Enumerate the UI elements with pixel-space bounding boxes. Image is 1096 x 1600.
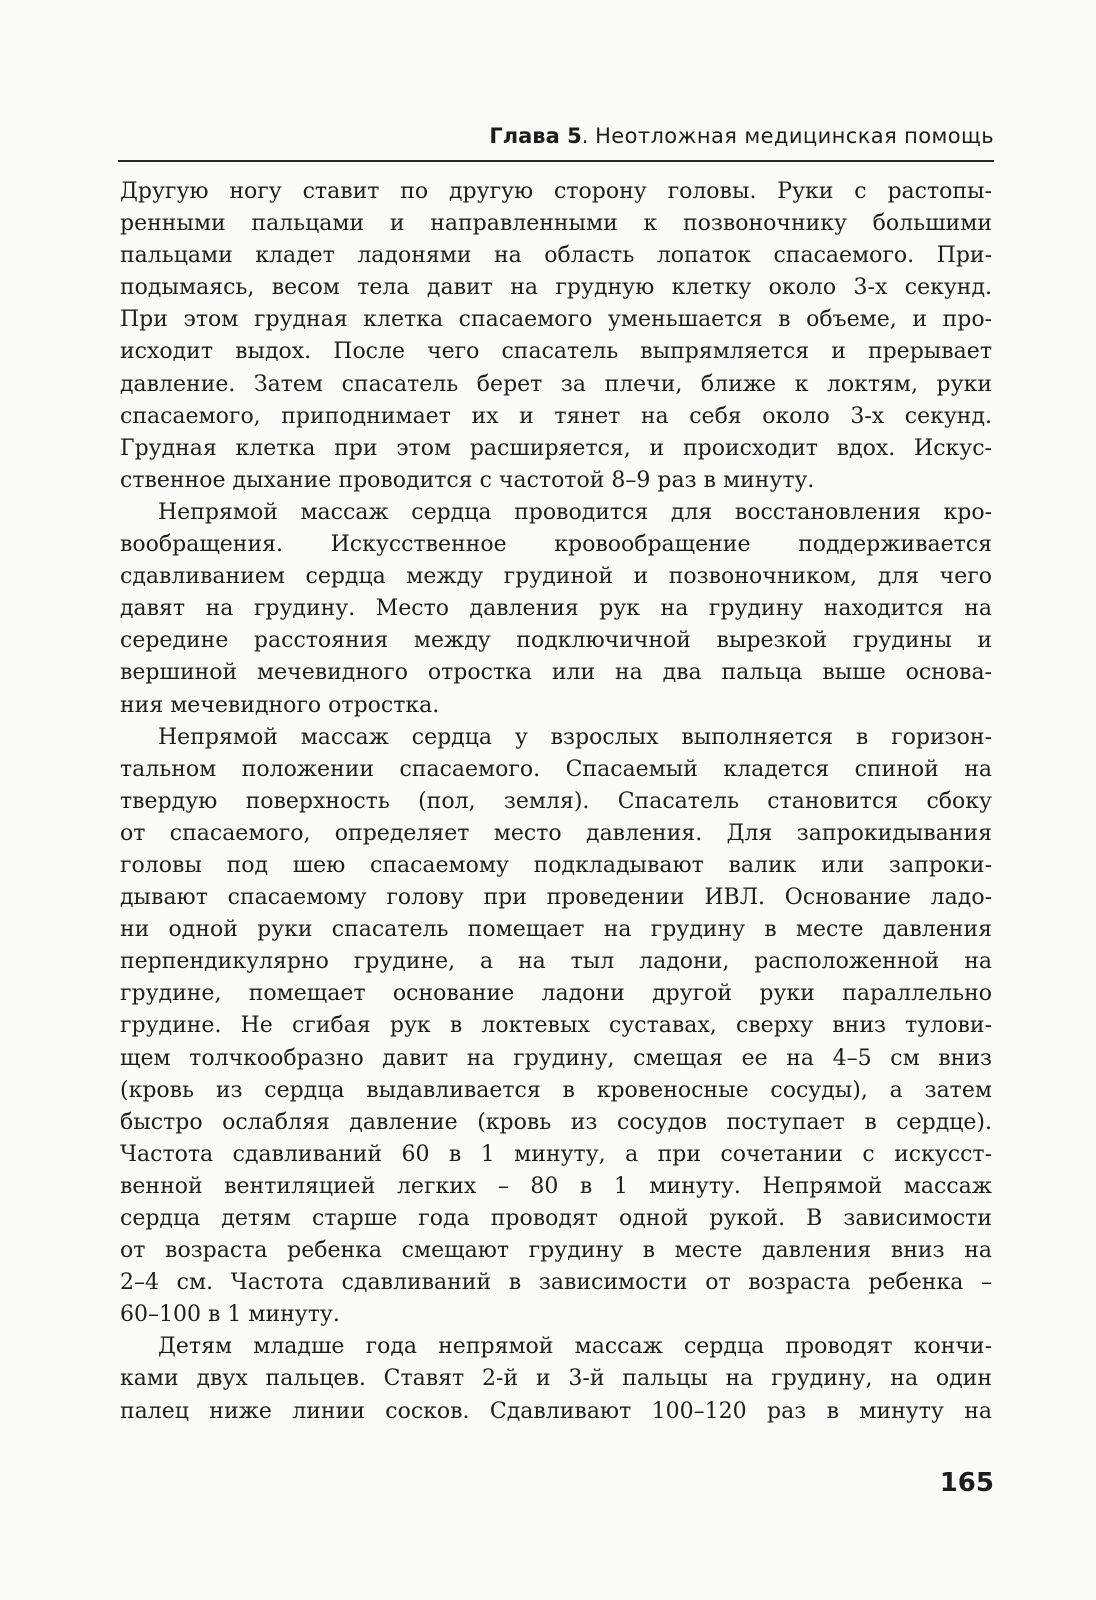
- text-line: давят на грудину. Место давления рук на грудину находится на: [120, 596, 992, 622]
- chapter-title: Неотложная медицинская помощь: [595, 124, 994, 148]
- text-line: ренными пальцами и направленными к позвоночнику большими: [120, 211, 992, 237]
- header-separator: .: [581, 124, 589, 148]
- text-line: (кровь из сердца выдавливается в кровеносные сосуды), а затем: [120, 1077, 992, 1103]
- chapter-label: Глава 5: [489, 124, 582, 148]
- text-line: головы под шею спасаемому подкладывают валик или запроки-: [120, 852, 992, 878]
- text-line: ками двух пальцев. Ставят 2-й и 3-й пальцы на грудину, на один: [120, 1366, 992, 1392]
- text-line: быстро ослабляя давление (кровь из сосудов поступает в сердце).: [120, 1109, 992, 1135]
- text-line: пальцами кладет ладонями на область лопаток спасаемого. При-: [120, 243, 992, 269]
- text-line: грудине, помещает основание ладони другой руки параллельно: [120, 981, 992, 1007]
- text-line: от возраста ребенка смещают грудину в месте давления вниз на: [120, 1238, 992, 1264]
- text-line: ния мечевидного отростка.: [120, 692, 440, 718]
- text-line: ственное дыхание проводится с частотой 8–9 раз в минуту.: [120, 467, 815, 493]
- text-line: сдавливанием сердца между грудиной и позвоночником, для чего: [120, 564, 992, 590]
- text-line: давление. Затем спасатель берет за плечи, ближе к локтям, руки: [120, 371, 992, 397]
- text-line: от спасаемого, определяет место давления. Для запрокидывания: [120, 820, 992, 846]
- text-line: тальном положении спасаемого. Спасаемый кладется спиной на: [120, 756, 992, 782]
- text-line: спасаемого, приподнимает их и тянет на себя около 3-х секунд.: [120, 403, 992, 429]
- text-line: Детям младше года непрямой массаж сердца проводят кончи-: [158, 1334, 992, 1360]
- page-body: [120, 176, 992, 1428]
- text-line: Непрямой массаж сердца у взрослых выполняется в горизон-: [158, 724, 992, 750]
- text-line: вершиной мечевидного отростка или на два пальца выше основа-: [120, 660, 992, 686]
- text-line: вообращения. Искусственное кровообращение поддерживается: [120, 532, 992, 558]
- running-header: [118, 122, 994, 150]
- text-line: 2–4 см. Частота сдавливаний в зависимости от возраста ребенка –: [120, 1270, 992, 1296]
- text-line: Другую ногу ставит по другую сторону головы. Руки с растопы-: [120, 179, 992, 204]
- text-line: твердую поверхность (пол, земля). Спасатель становится сбоку: [120, 788, 992, 814]
- text-line: палец ниже линии сосков. Сдавливают 100–120 раз в минуту на: [120, 1398, 992, 1424]
- page-number: 165: [939, 1468, 994, 1498]
- text-line: дывают спасаемому голову при проведении ИВЛ. Основание ладо-: [120, 885, 992, 911]
- text-line: грудине. Не сгибая рук в локтевых суставах, сверху вниз тулови-: [120, 1013, 992, 1039]
- text-line: щем толчкообразно давит на грудину, смещая ее на 4–5 см вниз: [120, 1045, 992, 1071]
- text-line: ни одной руки спасатель помещает на грудину в месте давления: [120, 917, 992, 943]
- header-rule: [118, 160, 994, 162]
- text-line: исходит выдох. После чего спасатель выпрямляется и прерывает: [120, 339, 992, 365]
- text-line: венной вентиляцией легких – 80 в 1 минуту. Непрямой массаж: [120, 1173, 992, 1199]
- text-line: При этом грудная клетка спасаемого уменьшается в объеме, и про-: [120, 307, 992, 333]
- text-line: подымаясь, весом тела давит на грудную клетку около 3-х секунд.: [120, 275, 992, 301]
- text-line: перпендикулярно грудине, а на тыл ладони, расположенной на: [120, 949, 992, 975]
- text-line: Непрямой массаж сердца проводится для восстановления кро-: [158, 499, 992, 525]
- text-line: Грудная клетка при этом расширяется, и происходит вдох. Искус-: [120, 435, 992, 461]
- text-line: Частота сдавливаний 60 в 1 минуту, а при сочетании с искусст-: [120, 1141, 992, 1167]
- text-line: 60–100 в 1 минуту.: [120, 1302, 340, 1328]
- text-line: середине расстояния между подключичной вырезкой грудины и: [120, 628, 992, 654]
- text-line: сердца детям старше года проводят одной рукой. В зависимости: [120, 1206, 992, 1231]
